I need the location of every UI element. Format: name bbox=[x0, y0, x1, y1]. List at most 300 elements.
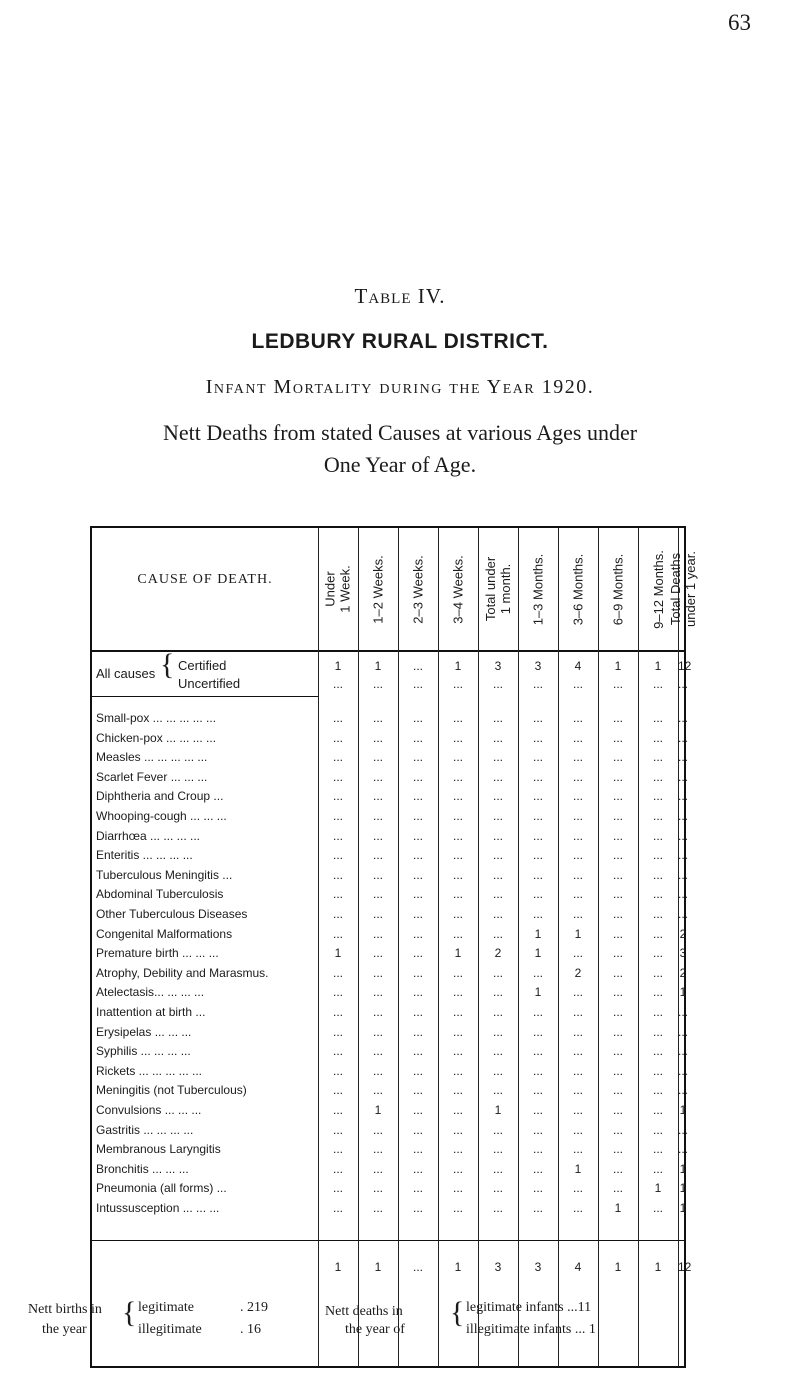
table-row-cell: ... bbox=[332, 711, 343, 725]
totals-divider bbox=[92, 1240, 684, 1241]
table-row-cell: ... bbox=[572, 730, 583, 745]
table-row-cell: ... bbox=[572, 1083, 583, 1098]
table-row-cell: ... bbox=[332, 730, 343, 745]
table-row-cell: ... bbox=[372, 965, 383, 980]
table-row-cell: ... bbox=[678, 711, 689, 725]
table-row-cell: ... bbox=[652, 965, 663, 980]
table-row-cell: ... bbox=[572, 1044, 583, 1059]
table-row-cell: ... bbox=[372, 1083, 383, 1098]
table-row-cell: ... bbox=[532, 1044, 543, 1059]
table-row-cell: ... bbox=[492, 730, 503, 745]
table-row-cell: ... bbox=[492, 1044, 503, 1059]
table-row-cell: ... bbox=[372, 1181, 383, 1196]
table-row-cell: ... bbox=[372, 1122, 383, 1137]
table-row-cell: ... bbox=[372, 1201, 383, 1215]
table-row-cell: ... bbox=[652, 946, 663, 961]
table-row-cell: ... bbox=[678, 769, 689, 784]
uncertified-row-cell: ... bbox=[412, 677, 423, 691]
caption-line-1: Nett Deaths from stated Causes at various Ages under bbox=[162, 420, 638, 445]
deaths-illegit-infants: illegitimate infants ... 1 bbox=[466, 1322, 596, 1337]
table-row-cell: ... bbox=[652, 1083, 663, 1098]
table-row-cell: ... bbox=[412, 1083, 423, 1098]
cause-label: Intussusception ... ... ... bbox=[96, 1201, 220, 1215]
table-row-cell: ... bbox=[572, 887, 583, 902]
births-illegit-label: illegitimate bbox=[138, 1322, 202, 1337]
cause-label: Abdominal Tuberculosis bbox=[96, 887, 224, 902]
cause-label: Membranous Laryngitis bbox=[96, 1142, 221, 1157]
table-row-cell: ... bbox=[678, 730, 689, 745]
table-row-cell: ... bbox=[332, 1201, 343, 1215]
table-row-cell: ... bbox=[572, 828, 583, 843]
table-row-cell: ... bbox=[612, 1024, 623, 1039]
table-row-cell: ... bbox=[492, 1005, 503, 1019]
table-row-cell: ... bbox=[652, 809, 663, 823]
table-row-cell: ... bbox=[532, 1103, 543, 1117]
table-row-cell: ... bbox=[532, 828, 543, 843]
table-row-cell: ... bbox=[452, 789, 463, 804]
uncertified-row-cell: ... bbox=[372, 677, 383, 691]
table-row-cell: ... bbox=[372, 828, 383, 843]
table-row-cell: ... bbox=[412, 1161, 423, 1176]
table-row-cell: ... bbox=[678, 1024, 689, 1039]
table-row-cell: ... bbox=[372, 985, 383, 1000]
table-row-cell: ... bbox=[332, 809, 343, 823]
table-row-cell: ... bbox=[532, 1181, 543, 1196]
table-row-cell: ... bbox=[452, 985, 463, 1000]
table-row-cell: ... bbox=[612, 985, 623, 1000]
table-row-cell: ... bbox=[652, 1103, 663, 1117]
uncertified-label: Uncertified bbox=[178, 676, 241, 691]
table-row-cell: ... bbox=[612, 1083, 623, 1098]
table-row-cell: ... bbox=[412, 1122, 423, 1137]
table-row-cell: ... bbox=[678, 1005, 689, 1019]
table-row-cell: ... bbox=[372, 1024, 383, 1039]
table-row-cell: ... bbox=[572, 1201, 583, 1215]
column-header-label: 1–2 Weeks. bbox=[370, 554, 386, 624]
table-row-cell: ... bbox=[332, 1181, 343, 1196]
table-row-cell: ... bbox=[678, 828, 689, 843]
births-legit-value: . 219 bbox=[240, 1300, 268, 1315]
table-row-cell: ... bbox=[332, 1024, 343, 1039]
table-row-cell: ... bbox=[572, 946, 583, 961]
cause-label: Atelectasis... ... ... ... bbox=[96, 985, 205, 1000]
totals-row-cell: 1 bbox=[454, 1260, 462, 1274]
table-row-cell: ... bbox=[332, 926, 343, 941]
table-row-cell: ... bbox=[492, 769, 503, 784]
table-row-cell: 1 bbox=[679, 1181, 687, 1196]
table-row-cell: ... bbox=[332, 769, 343, 784]
table-row-cell: ... bbox=[572, 848, 583, 863]
table-row-cell: ... bbox=[452, 1044, 463, 1059]
certified-row-cell: 1 bbox=[334, 659, 342, 673]
table-row-cell: ... bbox=[532, 965, 543, 980]
uncertified-row-cell: ... bbox=[652, 677, 663, 691]
table-row-cell: ... bbox=[412, 1024, 423, 1039]
cause-label: Other Tuberculous Diseases bbox=[96, 907, 248, 921]
column-header-label: Under 1 Week. bbox=[323, 565, 354, 613]
table-row-cell: ... bbox=[372, 730, 383, 745]
table-row-cell: ... bbox=[412, 1181, 423, 1196]
cause-label: Rickets ... ... ... ... ... bbox=[96, 1063, 203, 1078]
column-header bbox=[318, 532, 358, 646]
table-row-cell: ... bbox=[412, 809, 423, 823]
table-row-cell: 2 bbox=[679, 965, 687, 980]
certified-row-cell: 1 bbox=[654, 659, 662, 673]
table-row-cell: ... bbox=[332, 750, 343, 765]
table-row-cell: 2 bbox=[679, 926, 687, 941]
table-row-cell: 1 bbox=[574, 1161, 582, 1176]
certified-row-cell: ... bbox=[412, 659, 423, 673]
table-row-cell: ... bbox=[452, 809, 463, 823]
table-row-cell: 1 bbox=[574, 926, 582, 941]
table-row-cell: ... bbox=[612, 711, 623, 725]
table-row-cell: ... bbox=[492, 750, 503, 765]
table-row-cell: ... bbox=[492, 907, 503, 921]
table-row-cell: ... bbox=[678, 1044, 689, 1059]
table-row-cell: 1 bbox=[374, 1103, 382, 1117]
cause-label: Syphilis ... ... ... ... bbox=[96, 1044, 191, 1059]
deaths-label-1: Nett deaths in bbox=[325, 1304, 403, 1319]
column-header bbox=[668, 532, 699, 646]
totals-row-cell: 1 bbox=[374, 1260, 382, 1274]
table-row-cell: ... bbox=[612, 1142, 623, 1157]
totals-row-cell: 1 bbox=[654, 1260, 662, 1274]
table-row-cell: 1 bbox=[679, 1201, 687, 1215]
table-row-cell: ... bbox=[612, 965, 623, 980]
table-row-cell: ... bbox=[372, 1044, 383, 1059]
table-row-cell: ... bbox=[652, 730, 663, 745]
table-row-cell: ... bbox=[492, 1181, 503, 1196]
table-row-cell: ... bbox=[332, 867, 343, 882]
table-row-cell: ... bbox=[678, 907, 689, 921]
table-row-cell: ... bbox=[678, 750, 689, 765]
table-row-cell: ... bbox=[532, 730, 543, 745]
table-row-cell: ... bbox=[412, 711, 423, 725]
cause-label: Enteritis ... ... ... ... bbox=[96, 848, 193, 863]
table-row-cell: ... bbox=[452, 1103, 463, 1117]
table-row-cell: ... bbox=[532, 848, 543, 863]
totals-row-cell: 3 bbox=[494, 1260, 502, 1274]
table-row-cell: ... bbox=[612, 867, 623, 882]
table-row-cell: ... bbox=[332, 1161, 343, 1176]
table-row-cell: 2 bbox=[494, 946, 502, 961]
table-row-cell: ... bbox=[532, 1005, 543, 1019]
table-row-cell: ... bbox=[412, 730, 423, 745]
table-row-cell: ... bbox=[678, 848, 689, 863]
table-row-cell: ... bbox=[452, 730, 463, 745]
table-row-cell: ... bbox=[492, 985, 503, 1000]
certified-row-cell: 1 bbox=[374, 659, 382, 673]
table-row-cell: ... bbox=[532, 1142, 543, 1157]
table-row-cell: ... bbox=[572, 769, 583, 784]
column-header-label: 3–6 Months. bbox=[570, 553, 586, 625]
table-row-cell: ... bbox=[532, 789, 543, 804]
table-row-cell: ... bbox=[652, 1142, 663, 1157]
table-row-cell: ... bbox=[678, 1063, 689, 1078]
table-row-cell: ... bbox=[452, 907, 463, 921]
table-row-cell: ... bbox=[452, 926, 463, 941]
table-row-cell: ... bbox=[572, 1122, 583, 1137]
table-row-cell: ... bbox=[492, 1083, 503, 1098]
table-row-cell: ... bbox=[492, 1161, 503, 1176]
table-row-cell: ... bbox=[332, 985, 343, 1000]
certified-label: Certified bbox=[178, 658, 227, 673]
births-illegit-value: . 16 bbox=[240, 1322, 261, 1337]
deaths-brace: { bbox=[450, 1296, 465, 1329]
table-row-cell: ... bbox=[652, 907, 663, 921]
table-row-cell: ... bbox=[452, 1005, 463, 1019]
table-row-cell: ... bbox=[492, 867, 503, 882]
totals-row-cell: 4 bbox=[574, 1260, 582, 1274]
table-row-cell: 1 bbox=[654, 1181, 662, 1196]
table-row-cell: 1 bbox=[679, 985, 687, 1000]
table-row-cell: ... bbox=[532, 887, 543, 902]
table-row-cell: ... bbox=[452, 1063, 463, 1078]
table-row-cell: ... bbox=[612, 750, 623, 765]
table-row-cell: ... bbox=[572, 1142, 583, 1157]
table-row-cell: ... bbox=[612, 1103, 623, 1117]
certified-row-cell: 1 bbox=[614, 659, 622, 673]
table-row-cell: ... bbox=[492, 1024, 503, 1039]
cause-label: Erysipelas ... ... ... bbox=[96, 1024, 192, 1039]
table-row-cell: ... bbox=[332, 965, 343, 980]
table-row-cell: ... bbox=[412, 946, 423, 961]
table-row-cell: 1 bbox=[494, 1103, 502, 1117]
column-header bbox=[518, 532, 558, 646]
column-header-label: Total under 1 month. bbox=[483, 556, 514, 622]
table-row-cell: ... bbox=[332, 828, 343, 843]
table-row-cell: ... bbox=[412, 848, 423, 863]
table-row-cell: ... bbox=[612, 769, 623, 784]
table-row-cell: ... bbox=[652, 1024, 663, 1039]
table-row-cell: 1 bbox=[614, 1201, 622, 1215]
table-row-cell: ... bbox=[678, 1142, 689, 1157]
table-row-cell: ... bbox=[372, 809, 383, 823]
table-row-cell: ... bbox=[678, 809, 689, 823]
table-row-cell: ... bbox=[452, 1122, 463, 1137]
table-row-cell: ... bbox=[572, 750, 583, 765]
cause-header: CAUSE OF DEATH. bbox=[137, 572, 273, 587]
table-row-cell: ... bbox=[452, 750, 463, 765]
births-brace: { bbox=[122, 1296, 137, 1329]
table-row-cell: ... bbox=[652, 1005, 663, 1019]
table-row-cell: ... bbox=[452, 1083, 463, 1098]
table-row-cell: ... bbox=[612, 809, 623, 823]
table-row-cell: ... bbox=[612, 1063, 623, 1078]
table-row-cell: ... bbox=[412, 789, 423, 804]
table-row-cell: ... bbox=[412, 1201, 423, 1215]
certified-row-cell: 1 bbox=[454, 659, 462, 673]
district-title: LEDBURY RURAL DISTRICT. bbox=[251, 330, 549, 353]
table-row-cell: ... bbox=[452, 711, 463, 725]
table-row-cell: ... bbox=[372, 926, 383, 941]
table-row-cell: ... bbox=[372, 1142, 383, 1157]
table-row-cell: ... bbox=[652, 926, 663, 941]
table-row-cell: ... bbox=[652, 867, 663, 882]
page-number: 63 bbox=[728, 10, 751, 35]
table-row-cell: ... bbox=[532, 1083, 543, 1098]
table-row-cell: ... bbox=[612, 946, 623, 961]
table-row-cell: ... bbox=[612, 848, 623, 863]
totals-row-cell: ... bbox=[412, 1260, 423, 1274]
table-row-cell: ... bbox=[652, 828, 663, 843]
table-row-cell: ... bbox=[572, 1005, 583, 1019]
table-label: Table IV. bbox=[354, 284, 446, 308]
table-row-cell: ... bbox=[492, 828, 503, 843]
table-row-cell: ... bbox=[412, 965, 423, 980]
caption-line-2: One Year of Age. bbox=[323, 452, 477, 477]
deaths-legit-infants: legitimate infants ...11 bbox=[466, 1300, 592, 1315]
table-row-cell: ... bbox=[332, 1063, 343, 1078]
column-header bbox=[358, 532, 398, 646]
table-row-cell: ... bbox=[412, 985, 423, 1000]
table-row-cell: ... bbox=[372, 1161, 383, 1176]
column-header-label: 1–3 Months. bbox=[530, 553, 546, 625]
table-row-cell: ... bbox=[412, 1005, 423, 1019]
table-row-cell: ... bbox=[332, 789, 343, 804]
table-row-cell: ... bbox=[652, 711, 663, 725]
table-row-cell: ... bbox=[452, 848, 463, 863]
cause-label: Premature birth ... ... ... bbox=[96, 946, 219, 961]
uncertified-row-cell: ... bbox=[332, 677, 343, 691]
table-row-cell: 2 bbox=[574, 965, 582, 980]
table-row-cell: ... bbox=[492, 1142, 503, 1157]
table-row-cell: 1 bbox=[679, 1161, 687, 1176]
cause-label: Tuberculous Meningitis ... bbox=[96, 867, 233, 882]
mortality-table bbox=[90, 526, 699, 1368]
certified-row-cell: 12 bbox=[678, 659, 692, 673]
table-row-cell: 1 bbox=[534, 946, 542, 961]
table-row-cell: ... bbox=[678, 1122, 689, 1137]
column-header bbox=[438, 532, 478, 646]
table-row-cell: ... bbox=[412, 828, 423, 843]
table-row-cell: ... bbox=[652, 1063, 663, 1078]
table-row-cell: ... bbox=[492, 1122, 503, 1137]
uncertified-row-cell: ... bbox=[492, 677, 503, 691]
table-row-cell: ... bbox=[532, 1161, 543, 1176]
table-row-cell: ... bbox=[332, 1122, 343, 1137]
table-row-cell: ... bbox=[452, 1201, 463, 1215]
table-row-cell: ... bbox=[452, 828, 463, 843]
table-row-cell: ... bbox=[532, 1024, 543, 1039]
cause-label: Scarlet Fever ... ... ... bbox=[96, 769, 208, 784]
table-row-cell: ... bbox=[532, 1063, 543, 1078]
cause-label: Diarrhœa ... ... ... ... bbox=[96, 828, 201, 843]
table-row-cell: ... bbox=[572, 809, 583, 823]
table-row-cell: ... bbox=[532, 750, 543, 765]
table-row-cell: ... bbox=[612, 1122, 623, 1137]
table-row-cell: ... bbox=[332, 1103, 343, 1117]
column-header-label: 9–12 Months. bbox=[650, 549, 666, 629]
table-row-cell: ... bbox=[492, 965, 503, 980]
table-row-cell: ... bbox=[332, 907, 343, 921]
certified-row-cell: 4 bbox=[574, 659, 582, 673]
table-row-cell: ... bbox=[492, 1063, 503, 1078]
table-row-cell: ... bbox=[652, 1044, 663, 1059]
cause-label: Congenital Malformations bbox=[96, 926, 233, 941]
table-row-cell: ... bbox=[652, 1161, 663, 1176]
table-row-cell: ... bbox=[612, 1161, 623, 1176]
table-row-cell: ... bbox=[372, 769, 383, 784]
cause-label: Convulsions ... ... ... bbox=[96, 1103, 202, 1117]
table-row-cell: ... bbox=[332, 1142, 343, 1157]
table-row-cell: ... bbox=[532, 1122, 543, 1137]
table-row-cell: ... bbox=[452, 965, 463, 980]
table-row-cell: ... bbox=[372, 907, 383, 921]
uncertified-row-cell: ... bbox=[452, 677, 463, 691]
column-header bbox=[598, 532, 638, 646]
table-row-cell: ... bbox=[532, 1201, 543, 1215]
table-row-cell: ... bbox=[412, 867, 423, 882]
table-row-cell: ... bbox=[532, 867, 543, 882]
table-row-cell: ... bbox=[678, 1083, 689, 1098]
table-row-cell: ... bbox=[452, 1181, 463, 1196]
table-row-cell: ... bbox=[678, 789, 689, 804]
table-row-cell: ... bbox=[572, 1103, 583, 1117]
cause-label: Chicken-pox ... ... ... ... bbox=[96, 730, 217, 745]
table-row-cell: ... bbox=[372, 1063, 383, 1078]
cause-label: Inattention at birth ... bbox=[96, 1005, 206, 1019]
uncertified-row-cell: ... bbox=[532, 677, 543, 691]
table-row-cell: ... bbox=[612, 887, 623, 902]
table-row-cell: ... bbox=[612, 1044, 623, 1059]
totals-row-cell: 3 bbox=[534, 1260, 542, 1274]
table-row-cell: ... bbox=[652, 750, 663, 765]
totals-row-cell: 12 bbox=[678, 1260, 692, 1274]
table-row-cell: ... bbox=[452, 1161, 463, 1176]
table-row-cell: 1 bbox=[334, 946, 342, 961]
table-row-cell: 1 bbox=[534, 985, 542, 1000]
table-row-cell: ... bbox=[532, 711, 543, 725]
table-row-cell: ... bbox=[612, 1005, 623, 1019]
table-row-cell: ... bbox=[332, 1083, 343, 1098]
table-row-cell: ... bbox=[372, 946, 383, 961]
column-header bbox=[398, 532, 438, 646]
table-row-cell: 1 bbox=[679, 1103, 687, 1117]
table-row-cell: ... bbox=[492, 887, 503, 902]
births-label-2: the year bbox=[42, 1322, 87, 1337]
column-header-label: 3–4 Weeks. bbox=[450, 554, 466, 624]
subtitle: Infant Mortality during the Year 1920. bbox=[205, 376, 595, 398]
table-row-cell: ... bbox=[532, 809, 543, 823]
table-row-cell: ... bbox=[612, 907, 623, 921]
table-row-cell: ... bbox=[612, 926, 623, 941]
table-row-cell: ... bbox=[412, 926, 423, 941]
uncertified-row-cell: ... bbox=[678, 677, 689, 691]
table-row-cell: ... bbox=[492, 1201, 503, 1215]
table-row-cell: 1 bbox=[454, 946, 462, 961]
table-row-cell: ... bbox=[412, 769, 423, 784]
table-row-cell: ... bbox=[332, 848, 343, 863]
table-row-cell: ... bbox=[452, 1142, 463, 1157]
cause-label: Pneumonia (all forms) ... bbox=[96, 1181, 227, 1196]
column-header-label: 6–9 Months. bbox=[610, 553, 626, 625]
all-causes-label: All causes bbox=[96, 666, 156, 681]
table-row-cell: ... bbox=[492, 711, 503, 725]
table-row-cell: ... bbox=[452, 887, 463, 902]
table-row-cell: ... bbox=[612, 730, 623, 745]
table-row-cell: ... bbox=[412, 887, 423, 902]
table-row-cell: ... bbox=[572, 867, 583, 882]
table-row-cell: ... bbox=[612, 789, 623, 804]
table-row-cell: ... bbox=[372, 887, 383, 902]
table-row-cell: ... bbox=[572, 907, 583, 921]
table-row-cell: ... bbox=[652, 985, 663, 1000]
table-row-cell: ... bbox=[412, 750, 423, 765]
table-row-cell: ... bbox=[652, 1201, 663, 1215]
totals-row-cell: 1 bbox=[334, 1260, 342, 1274]
all-causes-brace: { bbox=[160, 648, 175, 681]
